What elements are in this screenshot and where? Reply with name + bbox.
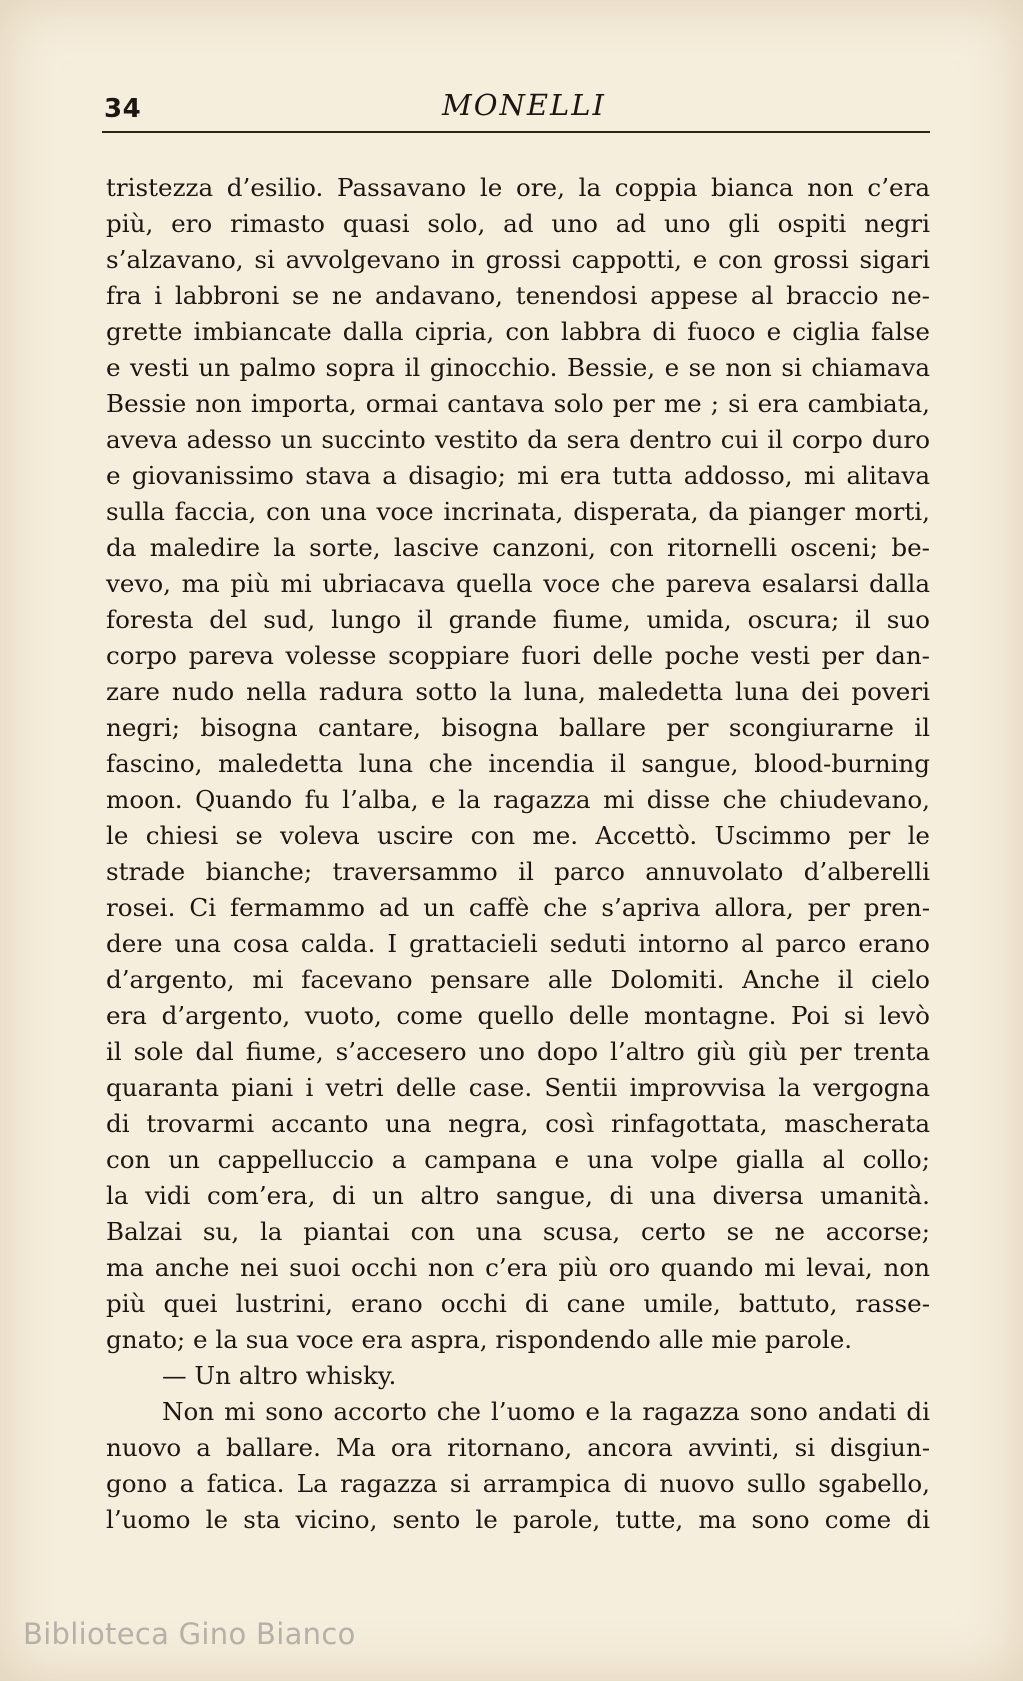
text-line: e vesti un palmo sopra il ginocchio. Bessie, e se non si chiamava [106, 353, 930, 382]
text-line: negri; bisogna cantare, bisogna ballare per scongiurarne il [106, 713, 930, 742]
text-line: gono a fatica. La ragazza si arrampica di nuovo sullo sgabello, [106, 1469, 930, 1498]
text-line: corpo pareva volesse scoppiare fuori delle poche vesti per dan- [106, 641, 930, 670]
running-title: MONELLI [442, 88, 606, 122]
header-rule [102, 131, 930, 133]
text-line: era d’argento, vuoto, come quello delle montagne. Poi si levò [106, 1001, 930, 1030]
text-line: s’alzavano, si avvolgevano in grossi cappotti, e con grossi sigari [106, 245, 930, 274]
text-line: gnato; e la sua voce era aspra, rispondendo alle mie parole. [106, 1325, 853, 1354]
text-line: Non mi sono accorto che l’uomo e la ragazza sono andati di [162, 1397, 930, 1426]
library-watermark: Biblioteca Gino Bianco [23, 1617, 356, 1651]
text-line: il sole dal fiume, s’accesero uno dopo l’altro giù giù per trenta [106, 1037, 930, 1066]
text-line: zare nudo nella radura sotto la luna, maledetta luna dei poveri [106, 677, 930, 706]
text-line: più, ero rimasto quasi solo, ad uno ad uno gli ospiti negri [106, 209, 930, 238]
text-line: dere una cosa calda. I grattacieli seduti intorno al parco erano [106, 929, 930, 958]
text-line: Balzai su, la piantai con una scusa, certo se ne accorse; [106, 1217, 930, 1246]
text-line: di trovarmi accanto una negra, così rinfagottata, mascherata [106, 1109, 930, 1138]
text-line: rosei. Ci fermammo ad un caffè che s’apriva allora, per pren- [106, 893, 930, 922]
text-line: le chiesi se voleva uscire con me. Accettò. Uscimmo per le [106, 821, 930, 850]
page-number: 34 [104, 94, 142, 124]
text-line: aveva adesso un succinto vestito da sera dentro cui il corpo duro [106, 425, 930, 454]
text-line: tristezza d’esilio. Passavano le ore, la coppia bianca non c’era [106, 173, 930, 202]
text-line: con un cappelluccio a campana e una volpe gialla al collo; [106, 1145, 930, 1174]
text-line: sulla faccia, con una voce incrinata, disperata, da pianger morti, [106, 497, 930, 526]
text-line: moon. Quando fu l’alba, e la ragazza mi disse che chiudevano, [106, 785, 930, 814]
text-line: strade bianche; traversammo il parco annuvolato d’alberelli [106, 857, 930, 886]
text-line: d’argento, mi facevano pensare alle Dolomiti. Anche il cielo [106, 965, 930, 994]
text-line: grette imbiancate dalla cipria, con labbra di fuoco e ciglia false [106, 317, 930, 346]
text-line: più quei lustrini, erano occhi di cane umile, battuto, rasse- [106, 1289, 930, 1318]
text-line: e giovanissimo stava a disagio; mi era tutta addosso, mi alitava [106, 461, 930, 490]
text-line: fra i labbroni se ne andavano, tenendosi appese al braccio ne- [106, 281, 930, 310]
text-line: la vidi com’era, di un altro sangue, di una diversa umanità. [106, 1181, 930, 1210]
text-line: quaranta piani i vetri delle case. Sentii improvvisa la vergogna [106, 1073, 930, 1102]
text-line: ma anche nei suoi occhi non c’era più oro quando mi levai, non [106, 1253, 930, 1282]
text-line: da maledire la sorte, lascive canzoni, con ritornelli osceni; be- [106, 533, 930, 562]
text-line: Bessie non importa, ormai cantava solo per me ; si era cambiata, [106, 389, 930, 418]
body-text [106, 170, 930, 1538]
text-line: fascino, maledetta luna che incendia il sangue, blood-burning [106, 749, 930, 778]
dialogue-line: — Un altro whisky. [162, 1361, 397, 1390]
text-line: vevo, ma più mi ubriacava quella voce che pareva esalarsi dalla [106, 569, 930, 598]
page-header [104, 82, 932, 132]
text-line: l’uomo le sta vicino, sento le parole, tutte, ma sono come di [106, 1505, 930, 1534]
text-line: nuovo a ballare. Ma ora ritornano, ancora avvinti, si disgiun- [106, 1433, 930, 1462]
text-line: foresta del sud, lungo il grande fiume, umida, oscura; il suo [106, 605, 930, 634]
